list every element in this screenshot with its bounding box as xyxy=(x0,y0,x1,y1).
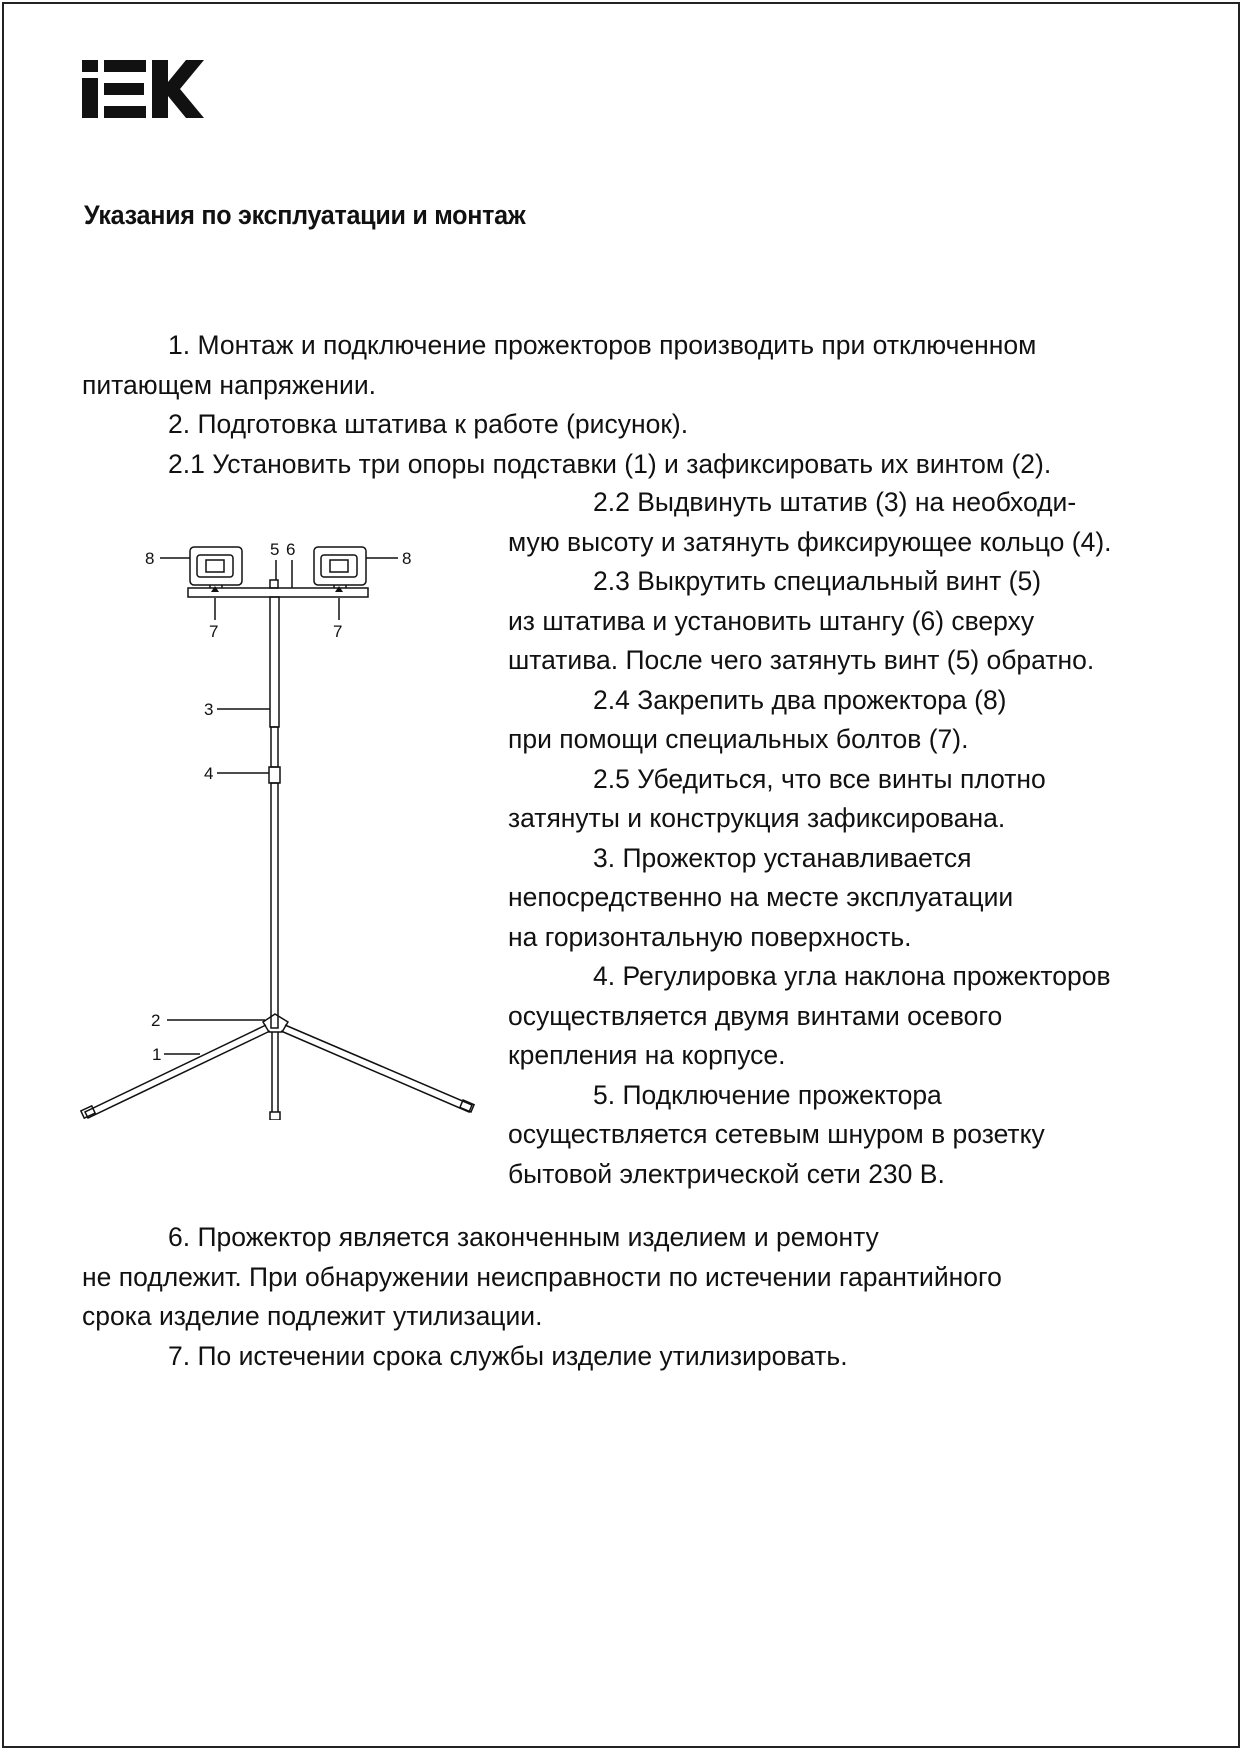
label-6: 6 xyxy=(286,540,296,559)
label-7-right: 7 xyxy=(333,622,343,641)
label-2: 2 xyxy=(151,1011,161,1030)
text-line: 3. Прожектор устанавливается xyxy=(593,842,972,873)
text-line: осуществляется сетевым шнуром в розетку xyxy=(508,1119,1045,1149)
text-line: 6. Прожектор является законченным изделием и ремонту xyxy=(168,1222,879,1252)
bottom-text xyxy=(82,1218,1002,1376)
text-line: не подлежит. При обнаружении неисправности по истечении гарантийного xyxy=(82,1261,1002,1292)
text-line: 2.5 Убедиться, что все винты плотно xyxy=(593,763,1046,794)
text-line: мую высоту и затянуть фиксирующее кольцо (4). xyxy=(508,526,1112,557)
tripod-leg-left xyxy=(85,1025,270,1118)
text-line: непосредственно на месте эксплуатации xyxy=(508,882,1014,912)
iek-logo xyxy=(82,60,204,118)
right-column-text xyxy=(508,483,1112,1194)
text-line: 5. Подключение прожектора xyxy=(593,1079,942,1110)
pole-lower xyxy=(271,783,278,1028)
intro-text xyxy=(82,326,1051,484)
text-line: бытовой электрической сети 230 В. xyxy=(508,1158,945,1189)
text-line: 7. По истечении срока службы изделие утилизировать. xyxy=(168,1340,848,1371)
tripod-diagram xyxy=(80,520,480,1120)
text-line: срока изделие подлежит утилизации. xyxy=(82,1301,543,1331)
text-line: питающем напряжении. xyxy=(82,369,377,400)
floodlight-right xyxy=(314,547,366,585)
text-line: 2.2 Выдвинуть штатив (3) на необходи- xyxy=(593,487,1077,517)
text-line: 2.3 Выкрутить специальный винт (5) xyxy=(593,566,1042,596)
text-line: 4. Регулировка угла наклона прожекторов xyxy=(593,961,1111,991)
locking-ring xyxy=(269,767,280,783)
floodlight-left xyxy=(190,547,242,585)
label-7-left: 7 xyxy=(209,622,219,641)
text-line: 1. Монтаж и подключение прожекторов производить при отключенном xyxy=(168,330,1037,360)
text-line: 2.4 Закрепить два прожектора (8) xyxy=(593,684,1007,715)
label-4: 4 xyxy=(204,764,214,783)
text-line: на горизонтальную поверхность. xyxy=(508,921,912,952)
text-line: штатива. После чего затянуть винт (5) обратно. xyxy=(508,645,1095,675)
label-8-right: 8 xyxy=(402,549,412,568)
pole-upper xyxy=(270,597,279,727)
text-line: 2.1 Установить три опоры подставки (1) и зафиксировать их винтом (2). xyxy=(168,448,1052,479)
label-1: 1 xyxy=(152,1045,162,1064)
text-line: при помощи специальных болтов (7). xyxy=(508,724,969,754)
page-title: Указания по эксплуатации и монтаж xyxy=(84,200,526,230)
text-line: затянуты и конструкция зафиксирована. xyxy=(508,803,1006,833)
text-line: крепления на корпусе. xyxy=(508,1040,786,1070)
tripod-hub xyxy=(263,1014,288,1032)
text-line: 2. Подготовка штатива к работе (рисунок). xyxy=(168,409,689,439)
label-8-left: 8 xyxy=(145,549,155,568)
text-line: осуществляется двумя винтами осевого xyxy=(508,1000,1003,1031)
tripod-leg-right xyxy=(281,1025,472,1112)
label-5: 5 xyxy=(270,540,280,559)
text-line: из штатива и установить штангу (6) сверху xyxy=(508,605,1035,636)
tripod-leg-middle xyxy=(272,1032,278,1112)
label-3: 3 xyxy=(204,700,214,719)
